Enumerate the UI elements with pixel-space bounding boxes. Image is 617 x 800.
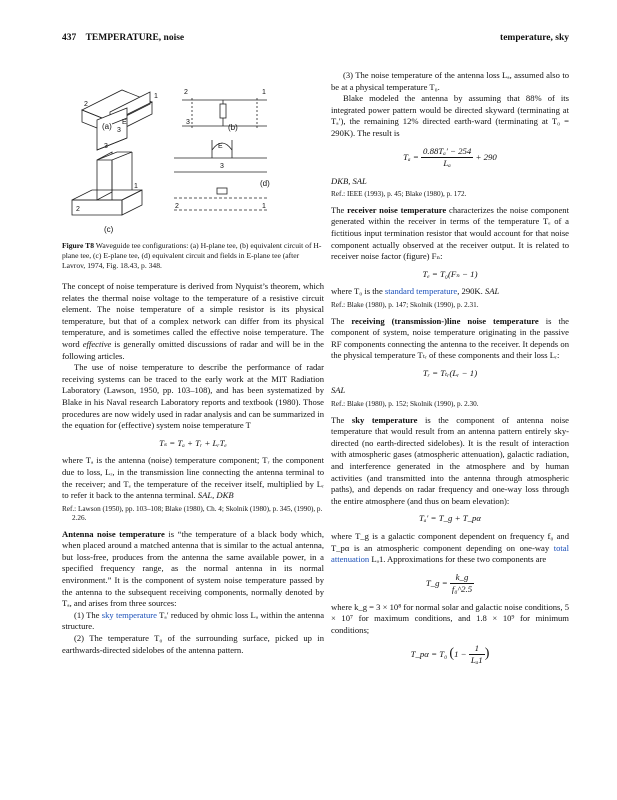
waveguide-tee-figure: [62, 80, 324, 240]
standard-temperature-paragraph: where T₀ is the standard temperature, 290K. SAL: [331, 286, 500, 297]
receiver-temperature-equation: Tₑ = T₀(Fₙ − 1): [422, 268, 478, 279]
standard-temperature-link[interactable]: standard temperature: [384, 286, 458, 297]
author-signature: SAL: [484, 286, 500, 297]
antenna-temperature-equation: Tₐ = $\frac{\text{0.88Tₐ′ − 254}}{\text{Lₐ}}$ + 290: [403, 145, 497, 169]
line-noise-paragraph: The receiving (transmission-)line noise temperature is the component of system, noise temperature originating in the passive RF components connecting the antenna to the receiver. It depends on the physical temperature Tₜᵣ of these components and their loss Lᵣ:: [331, 315, 569, 361]
line-temperature-equation: Tᵣ = Tₜᵣ(Lᵣ − 1): [422, 367, 478, 378]
kg-conditions-paragraph: where k_g = 3 × 10⁸ for normal solar and galactic noise conditions, 5 × 10⁷ for maximum conditions, and 1.8 × 10⁹ for minimum conditions;: [331, 601, 569, 636]
source-2-paragraph: (2) The temperature T₀ of the surrounding surface, picked up in earthwards-directed sidelobes of the antenna pattern.: [62, 633, 324, 655]
e-plane-tee-drawing: [72, 152, 142, 215]
author-signature: SAL: [331, 385, 346, 396]
left-running-title: TEMPERATURE, noise: [85, 33, 185, 43]
port-label: 2: [76, 206, 80, 213]
term-receiver-noise-temperature: receiver noise temperature: [347, 204, 447, 215]
h-plane-equivalent-circuit: [182, 98, 267, 128]
reference: Ref.: Lawson (1950), pp. 103–108; Blake (1980), Ch. 4; Skolnik (1980), p. 345, (1990), p. 2.26.: [62, 504, 323, 523]
history-paragraph: The use of noise temperature to describe the performance of radar receiving systems can be traced to the early work at the MIT Radiation Laboratory (Lawson, 1950, pp. 103–108), and has been systematized by Blake in his Naval research Laboratory reports and textbook (1980). Those procedures are now widely used in radar analysis and can be summarized in the equation for (effective) system noise temperature T: [62, 362, 324, 431]
figure-label-c: (c): [104, 225, 114, 234]
galactic-component-paragraph: where T_g is a galactic component dependent on frequency f₀ and T_pα is an atmospheric component depending on one-way total attenuation Lₐ1. Approximations for these two components are: [331, 530, 569, 565]
galactic-temperature-equation: T_g = $\frac{k\_g}{\text{f₀\textasciicircum{}2.5}}$: [425, 571, 473, 595]
field-label: E: [122, 119, 127, 126]
term-receiving-line-noise-temperature: receiving (transmission-)line noise temperature: [351, 315, 539, 326]
e-plane-equivalent-circuit: [174, 140, 267, 210]
figure-label-b: (b): [228, 123, 238, 132]
intro-paragraph: The concept of noise temperature is derived from Nyquist’s theorem, which relates the thermal noise voltage to the temperature of a resistive circuit element. The noise temperature of a simple resistor is its physical temperature, but that of a complex network can differ from its physical temperature, and is sometimes called the effective noise temperature. The word effective is generally omitted discussions of radar and will be in the following articles.: [62, 281, 324, 361]
figure-label-d: (d): [260, 179, 270, 188]
port-label: 2: [84, 101, 88, 108]
blake-model-paragraph: Blake modeled the antenna by assuming that 88% of its integrated power pattern would be directed skyward (terminating at Tₐ′), the remaining 12% directed earth-ward (terminating at T₀ = 290K). The result is: [331, 93, 569, 138]
figure-label-a: (a): [102, 122, 112, 131]
page-number: 437: [62, 33, 77, 43]
source-1-paragraph: (1) The sky temperature Tₐ′ reduced by ohmic loss Lₐ within the antenna structure.: [62, 609, 325, 632]
figure-caption: [62, 241, 324, 271]
reference: Ref.: IEEE (1993), p. 45; Blake (1980), p. 172.: [331, 190, 467, 199]
port-label: 1: [262, 203, 266, 210]
port-label: 1: [134, 183, 138, 190]
total-attenuation-link[interactable]: total attenuation: [331, 542, 569, 565]
antenna-noise-paragraph: Antenna noise temperature is “the temperature of a black body which, when placed around a matched antenna that is similar to the actual antenna, but loss-free, produces from the antenna the same available power, in a specified frequency range, as the normal antenna in its normal environment.” It is the component of system noise temperature passed by the antenna to the subsequent receiving components, normally denoted by Tₐ, and arises from three sources:: [62, 528, 325, 609]
reference: Ref.: Blake (1980), p. 147; Skolnik (1990), p. 2.31.: [331, 301, 479, 309]
sky-temperature-equation: Tₐ′ = T_g + T_pα: [418, 513, 482, 524]
figure-caption-text: Waveguide tee configurations: (a) H-plane tee, (b) equivalent circuit of H-plane tee, (c) E-plane tee, (d) equivalent circuit and fields in E-plane tee (after Lavrov, 1974, Fig. 18.43, p. 348.: [62, 241, 322, 270]
port-label: 1: [262, 89, 266, 96]
h-plane-tee-drawing: [82, 90, 152, 150]
figure-caption-label: Figure T8: [62, 241, 94, 250]
emphasis-word: effective: [82, 338, 112, 349]
author-signature: DKB, SAL: [331, 175, 367, 186]
port-label: 2: [184, 89, 188, 96]
system-noise-equation: Tₛ = Tₐ + Tᵣ + LᵣTₑ: [159, 437, 227, 448]
port-label: 3: [220, 163, 224, 170]
port-label: 3: [186, 119, 190, 126]
right-running-title: temperature, sky: [500, 33, 569, 43]
port-label: 3: [104, 143, 108, 150]
receiver-noise-paragraph: The receiver noise temperature characterizes the noise component generated within the receiver in terms of the temperature Tₑ of a fictitious input termination resistor that would account for that noise component actually observed at the receiver output. It is related to receiver noise factor (figure) Fₙ:: [331, 204, 569, 262]
reference: Ref.: Blake (1980), p. 152; Skolnik (1990), p. 2.30.: [331, 400, 479, 409]
port-label: 2: [175, 203, 179, 210]
right-column: [331, 70, 569, 673]
author-signature: SAL, DKB: [197, 490, 234, 501]
source-3-paragraph: (3) The noise temperature of the antenna loss Lₐ, assumed also to be at a physical temperature T₀.: [331, 70, 569, 92]
sky-temperature-link[interactable]: sky temperature: [101, 609, 157, 620]
term-sky-temperature: sky temperature: [351, 414, 418, 425]
atmospheric-temperature-equation: T_pα = T₀ (1 − $\frac{1}{\text{Lₐ1}}$ ): [410, 642, 490, 666]
port-label: 1: [154, 93, 158, 100]
components-paragraph: where Tₐ is the antenna (noise) temperature component; Tᵣ the component due to loss, Lᵣ, in the transmission line connecting the antenna terminal to the receiver; and Tₑ the temperature of the receiver itself, multiplied by Lᵣ to refer it back to the antenna terminal. SAL, DKB: [62, 455, 324, 501]
port-label: 3: [117, 127, 121, 134]
term-antenna-noise-temperature: Antenna noise temperature: [62, 528, 165, 539]
field-label: E: [218, 143, 223, 150]
running-header-left: [62, 33, 184, 43]
left-column: [62, 241, 324, 656]
sky-temperature-paragraph: The sky temperature is the component of antenna noise temperature that would result from an antenna pattern entirely sky-directed (no earth-directed sidelobes). It is the result of interaction with atmospheric gases (atmospheric attenuation), galactic radiation, and interference generated in the atmosphere and by human activities (and transmitted into the antenna through atmospheric paths), and depends on radar frequency and one-way loss through the entire atmosphere (and thus on beam elevation):: [331, 414, 569, 506]
